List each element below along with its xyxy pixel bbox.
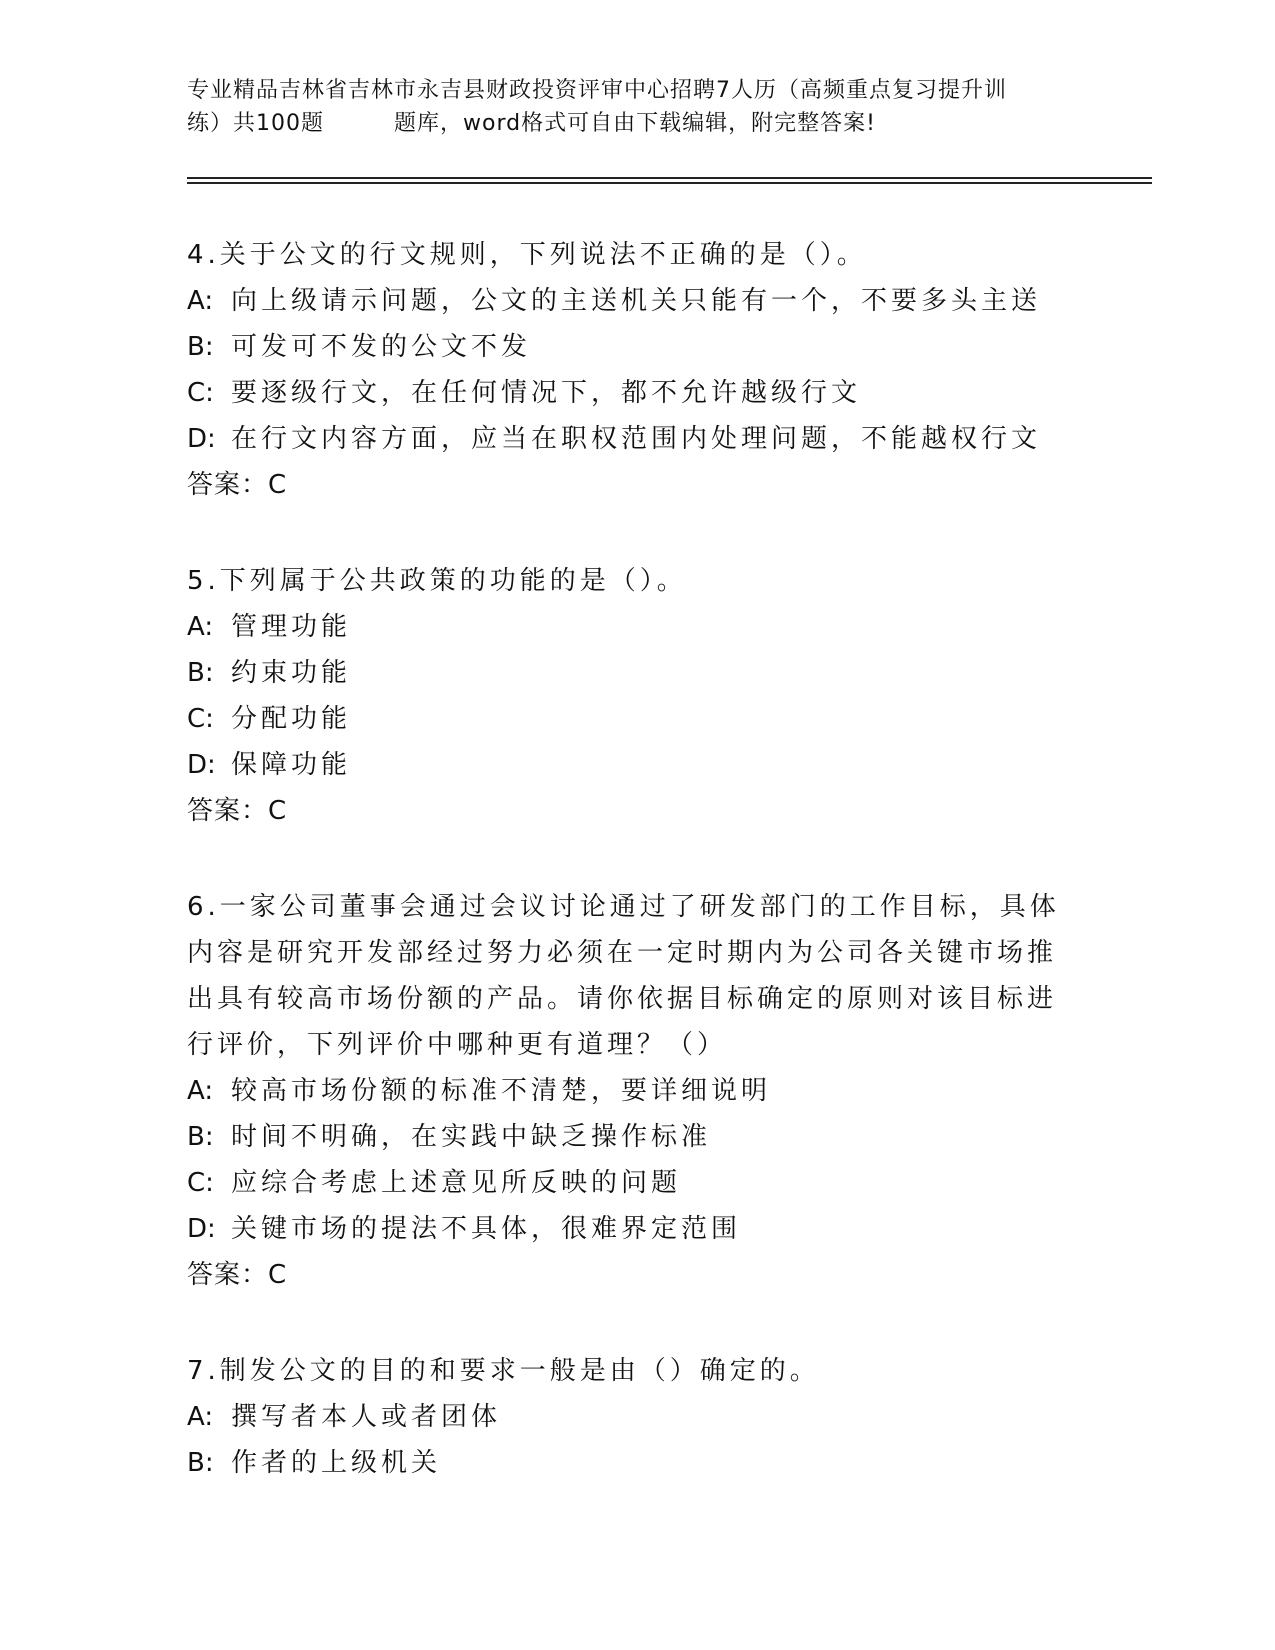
option-text: 关键市场的提法不具体，很难界定范围: [231, 1214, 742, 1244]
option-text: 在行文内容方面，应当在职权范围内处理问题，不能越权行文: [231, 424, 1042, 454]
option-a: [187, 604, 1087, 650]
option-c: [187, 370, 1087, 416]
answer-value: C: [268, 796, 288, 826]
header-line-1: 专业精品吉林省吉林市永吉县财政投资评审中心招聘7人历（高频重点复习提升训: [187, 78, 1007, 103]
option-b: [187, 650, 1087, 696]
option-d: [187, 742, 1087, 788]
question-6: [187, 884, 1087, 1298]
question-4: [187, 232, 1087, 508]
answer-label: 答案：: [187, 1260, 269, 1290]
option-text: 作者的上级机关: [231, 1448, 442, 1478]
header-line-2: [187, 107, 1087, 140]
option-key: B:: [187, 332, 214, 362]
option-text: 约束功能: [231, 658, 352, 688]
header-rule-bottom: [187, 182, 1152, 184]
option-a: [187, 1394, 1087, 1440]
header-line-2-part-b: 题库，word格式可自由下载编辑，附完整答案!: [394, 111, 876, 136]
option-key: D:: [187, 750, 216, 780]
option-b: [187, 1114, 1087, 1160]
question-list: [187, 232, 1087, 1536]
option-text: 管理功能: [231, 612, 352, 642]
option-key: C:: [187, 704, 214, 734]
question-text: 4.关于公文的行文规则，下列说法不正确的是（）。: [187, 240, 867, 270]
question-text: 6.一家公司董事会通过会议讨论通过了研发部门的工作目标，具体内容是研究开发部经过努力必须在一定时期内为公司各关键市场推出具有较高市场份额的产品。请你依据目标确定的原则对该目标进行评价，下列评价中哪种更有道理？（）: [187, 892, 1060, 1060]
header-rule-top: [187, 177, 1152, 179]
option-key: A:: [187, 1076, 214, 1106]
option-text: 撰写者本人或者团体: [231, 1402, 502, 1432]
option-text: 要逐级行文，在任何情况下，都不允许越级行文: [231, 378, 862, 408]
option-text: 向上级请示问题，公文的主送机关只能有一个，不要多头主送: [231, 286, 1042, 316]
question-text: 5.下列属于公共政策的功能的是（）。: [187, 566, 687, 596]
option-c: [187, 1160, 1087, 1206]
question-text: 7.制发公文的目的和要求一般是由（）确定的。: [187, 1356, 820, 1386]
option-a: [187, 1068, 1087, 1114]
answer-line: [187, 1252, 1087, 1298]
option-key: D:: [187, 1214, 216, 1244]
option-key: B:: [187, 1448, 214, 1478]
option-text: 时间不明确，在实践中缺乏操作标准: [231, 1122, 712, 1152]
option-text: 保障功能: [231, 750, 352, 780]
header-line-2-part-a: 练）共100题: [187, 111, 324, 136]
option-text: 较高市场份额的标准不清楚，要详细说明: [231, 1076, 772, 1106]
option-key: C:: [187, 1168, 214, 1198]
answer-label: 答案：: [187, 796, 269, 826]
option-d: [187, 1206, 1087, 1252]
question-7: [187, 1348, 1087, 1486]
option-a: [187, 278, 1087, 324]
option-text: 应综合考虑上述意见所反映的问题: [231, 1168, 682, 1198]
answer-value: C: [268, 470, 288, 500]
option-key: A:: [187, 1402, 214, 1432]
answer-value: C: [268, 1260, 288, 1290]
option-key: B:: [187, 1122, 214, 1152]
option-key: C:: [187, 378, 214, 408]
option-key: A:: [187, 612, 214, 642]
option-d: [187, 416, 1087, 462]
document-header: [187, 74, 1087, 140]
option-text: 可发可不发的公文不发: [231, 332, 532, 362]
option-b: [187, 1440, 1087, 1486]
option-key: D:: [187, 424, 216, 454]
answer-label: 答案：: [187, 470, 269, 500]
answer-line: [187, 788, 1087, 834]
option-key: B:: [187, 658, 214, 688]
option-text: 分配功能: [231, 704, 352, 734]
question-5: [187, 558, 1087, 834]
option-b: [187, 324, 1087, 370]
option-key: A:: [187, 286, 214, 316]
option-c: [187, 696, 1087, 742]
answer-line: [187, 462, 1087, 508]
